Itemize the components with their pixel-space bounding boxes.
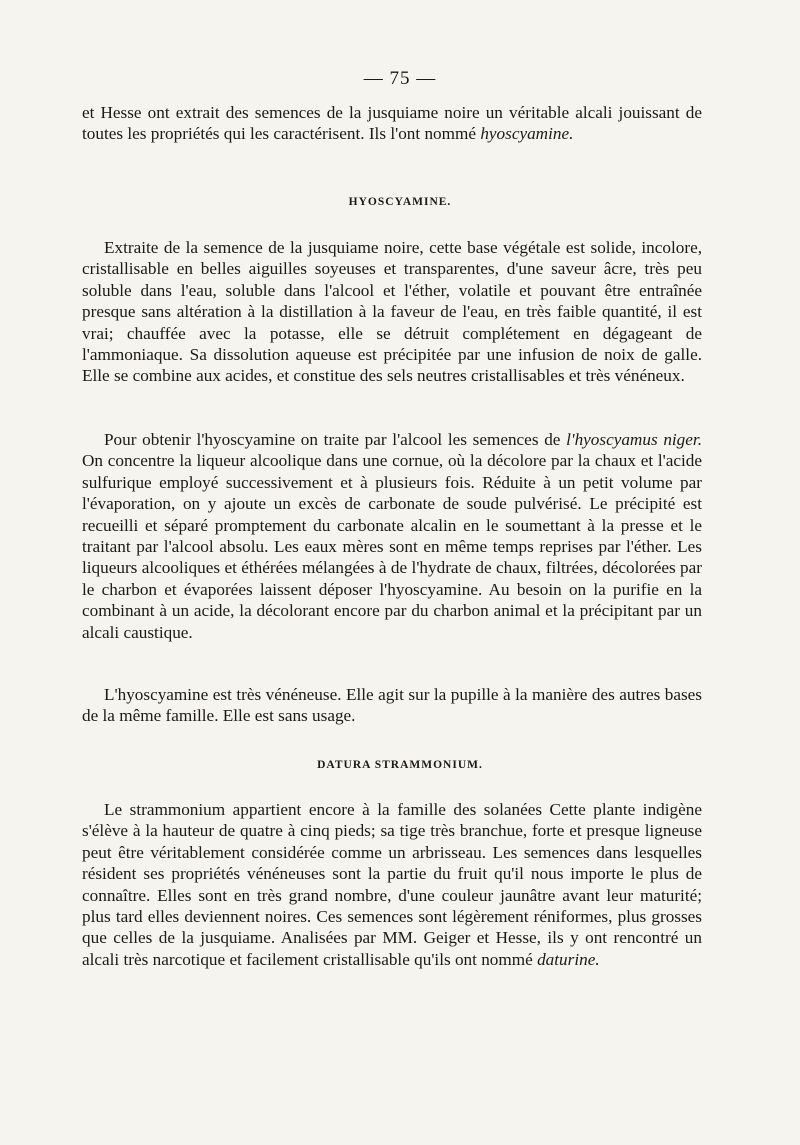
- section-heading-hyoscyamine: HYOSCYAMINE.: [348, 196, 452, 208]
- paragraph-intro: [82, 102, 702, 145]
- page-number: — 75 —: [363, 68, 437, 89]
- paragraph-strammonium: [82, 799, 702, 970]
- paragraph-toxicity: [82, 684, 702, 727]
- para-strammonium-text: Le strammonium appartient encore à la famille des solanées Cette plante indigène s'élève à la hauteur de quatre à cinq pieds; sa tige très branchue, forte et presque ligneuse peut être véritablement considérée comme un arbrisseau. Les semences dans lesquelles résident ses propriétés vénéneuses sont la partie du fruit qu'il nous importe le plus de connaître. Elles sont en très grand nombre, d'une couleur jaunâtre avant leur maturité; plus tard elles deviennent noires. Ces semences sont légèrement réniformes, plus grosses que celles de la jusquiame. Analisées par MM. Geiger et Hesse, ils y ont rencontré un alcali très narcotique et facilement cristallisable qu'ils ont nommé: [82, 800, 702, 969]
- para-description-text: Extraite de la semence de la jusquiame noire, cette base végétale est solide, incolore, cristallisable en belles aiguilles soyeuses et transparentes, d'une saveur âcre, très peu soluble dans l'eau, soluble dans l'alcool et l'éther, volatile et pouvant être entraînée presque sans altération à la distillation à la faveur de l'eau, en très faible quantité, il est vrai; chauffée avec la potasse, elle se détruit complétement en dégageant de l'ammoniaque. Sa dissolution aqueuse est précipitée par une infusion de noix de galle. Elle se combine aux acides, et constitue des sels neutres cristallisables et très vénéneux.: [82, 238, 702, 386]
- para-extraction-b: On concentre la liqueur alcoolique dans une cornue, où la décolore par la chaux et l'acide sulfurique employé successivement et à plusieurs fois. Réduite à un petit volume par l'évaporation, on y ajoute un excès de carbonate de soude pulvérisé. Le précipité est recueilli et séparé promptement du carbonate alcalin en le soumettant à la presse et le traitant par l'alcool absolu. Les eaux mères sont en même temps reprises par l'éther. Les liqueurs alcooliques et éthérées mélangées à de l'hydrate de chaux, filtrées, décolorées par le charbon et évaporées laissent déposer l'hyoscyamine. Au besoin on la purifie en la combinant à un acide, la décolorant encore par du charbon animal et la précipitant par un alcali caustique.: [82, 451, 702, 642]
- paragraph-extraction: [82, 429, 702, 643]
- para-extraction-em: l'hyoscyamus niger.: [566, 430, 702, 449]
- para-extraction-a: Pour obtenir l'hyoscyamine on traite par l'alcool les semences de: [104, 430, 561, 449]
- para-strammonium-em: daturine.: [537, 949, 600, 969]
- para-intro-em: hyoscyamine.: [480, 124, 574, 144]
- paragraph-description: [82, 237, 702, 387]
- para-intro-text: et Hesse ont extrait des semences de la jusquiame noire un véritable alcali jouissant de toutes les propriétés qui les caractérisent. Ils l'ont nommé: [82, 103, 702, 144]
- para-toxicity-text: L'hyoscyamine est très vénéneuse. Elle agit sur la pupille à la manière des autres bases de la même famille. Elle est sans usage.: [82, 685, 702, 726]
- section-heading-datura: DATURA STRAMMONIUM.: [317, 759, 483, 771]
